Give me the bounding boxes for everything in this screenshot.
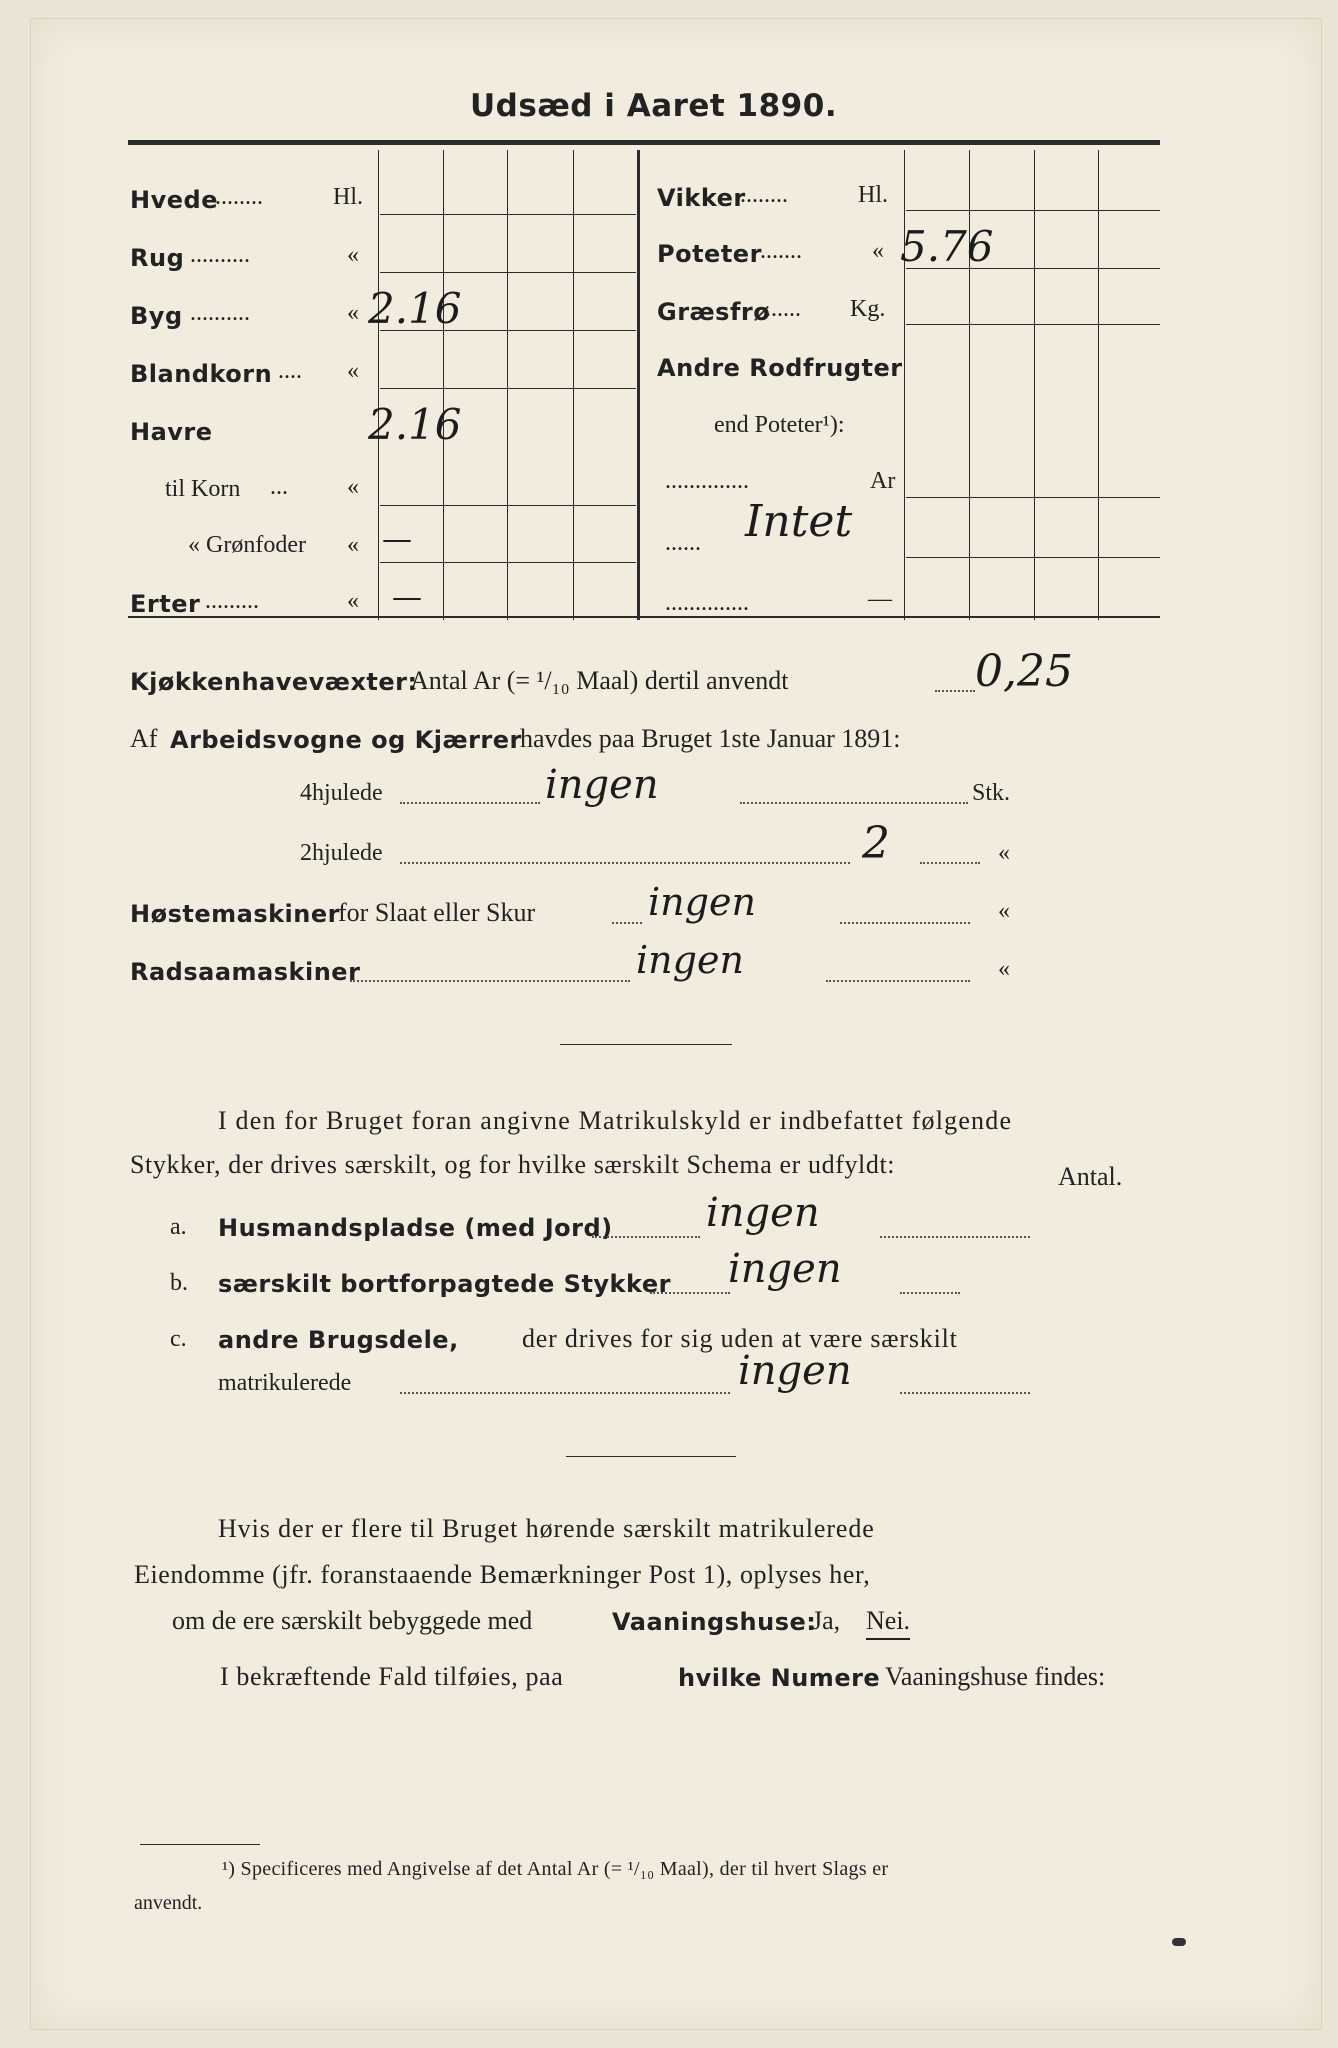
left-row-value-handwritten: 2.16 [368,400,462,449]
right-row-dots: ...... [665,530,701,556]
left-row-unit: « [347,532,359,558]
right-row-dots: .............. [665,468,749,494]
right-row-label: Vikker [657,184,746,212]
right-row-dots: ...... [765,296,801,322]
left-row-unit: « [347,242,359,268]
footnote-rule [140,1844,260,1845]
dotted-leader [900,1292,960,1294]
left-row-dots: .......... [190,300,250,326]
left-row-label: til Korn [165,476,241,502]
page-title: Udsæd i Aaret 1890. [470,88,838,124]
item-value-handwritten: ingen [728,1246,842,1292]
answer-nei-selected: Nei. [866,1606,910,1640]
grid-line [380,214,636,215]
left-row-unit: « [347,588,359,614]
kitchen-value-handwritten: 0,25 [975,646,1073,697]
item-letter: c. [170,1326,187,1352]
left-row-dots: .... [278,358,302,384]
left-row-dots: .......... [190,242,250,268]
para3-post: Vaaningshuse findes: [885,1662,1106,1691]
para2-line2: Eiendomme (jfr. foranstaaende Bemærkninger Post 1), oplyses her, [134,1560,871,1589]
left-col-divider-1 [378,150,379,620]
grid-line [906,557,1160,558]
dotted-leader [900,1392,1030,1394]
table-top-rule [128,140,1160,145]
left-row-label: Byg [130,302,183,330]
kitchen-label-bold: Kjøkkenhavevæxter: [130,668,418,696]
right-row-label: Poteter [657,240,762,268]
grid-line [906,268,1160,269]
grid-line [380,330,636,331]
section-separator [560,1044,732,1045]
left-row-label: Hvede [130,186,218,214]
dotted-leader [400,1392,730,1394]
machine-label-bold: Høstemaskiner [130,900,340,928]
right-row-unit: Kg. [850,296,886,322]
machine-unit: « [998,956,1010,982]
dotted-leader [826,980,970,982]
left-row-dots: ......... [205,588,259,614]
para1-line2: Stykker, der drives særskilt, og for hvilke særskilt Schema er udfyldt: [130,1150,896,1179]
vehicle-row-unit: « [998,840,1010,866]
para2-line3-pre: om de ere særskilt bebyggede med [172,1606,533,1635]
machine-label: for Slaat eller Skur [338,898,536,927]
left-col-divider-2 [443,150,444,620]
item-line2: matrikulerede [218,1370,352,1396]
item-label: Husmandspladse (med Jord) [218,1214,613,1242]
left-row-label: Blandkorn [130,360,273,388]
left-row-dots: ........ [215,184,263,210]
right-col-divider-2 [969,150,970,620]
right-row-unit: « [872,238,884,264]
vehicles-intro-rest: havdes paa Bruget 1ste Januar 1891: [520,724,901,753]
machine-value-handwritten: ingen [636,938,744,982]
left-row-value-handwritten: — [382,522,412,557]
grid-line [906,324,1160,325]
item-label: andre Brugsdele, [218,1326,459,1354]
vehicle-row-unit: Stk. [972,780,1011,806]
dotted-leader [650,1292,730,1294]
footnote-line1: ¹) Specificeres med Angivelse af det Antal Ar (= ¹/₁₀ Maal), der til hvert Slags er [222,1858,889,1880]
dotted-leader [880,1236,1030,1238]
vehicle-row-label: 4hjulede [300,780,383,806]
grid-line [906,210,1160,211]
grid-line [906,497,1160,498]
left-row-value-handwritten: 2.16 [368,284,462,333]
right-row-label: end Poteter¹): [714,412,845,438]
item-label: særskilt bortforpagtede Stykker [218,1270,671,1298]
machine-label-bold: Radsaamaskiner [130,958,361,986]
dotted-leader [920,862,980,864]
grid-line [380,505,636,506]
center-divider [637,150,640,620]
right-col-divider-3 [1034,150,1035,620]
right-col-divider-1 [904,150,905,620]
para3-pre: I bekræftende Fald tilføies, paa [220,1662,564,1691]
item-value-handwritten: ingen [706,1190,820,1236]
vehicles-intro-plain: Af [130,724,158,753]
right-col-divider-4 [1098,150,1099,620]
item-letter: a. [170,1214,187,1240]
left-row-label: « Grønfoder [188,532,306,558]
left-row-label: Rug [130,244,185,272]
table-bottom-rule [128,616,1160,618]
dotted-leader [350,980,630,982]
left-row-unit: « [347,358,359,384]
antal-heading: Antal. [1058,1162,1123,1191]
left-row-label: Havre [130,418,213,446]
right-row-unit: Hl. [858,182,888,208]
left-row-unit: Hl. [333,184,363,210]
answer-ja: Ja, [812,1606,841,1635]
vehicle-row-label: 2hjulede [300,840,383,866]
left-row-unit: « [347,300,359,326]
dotted-leader [400,802,540,804]
kitchen-label: Antal Ar (= ¹/₁₀ Maal) dertil anvendt [410,666,789,695]
footnote-line2: anvendt. [134,1892,203,1914]
vehicle-row-value-handwritten: ingen [545,762,659,808]
right-row-dots: ........ [740,182,788,208]
item-label-rest: der drives for sig uden at være særskilt [522,1324,958,1353]
left-row-label: Erter [130,590,201,618]
right-row-dots: ....... [760,238,802,264]
right-row-unit: Ar [870,468,896,494]
item-value-handwritten: ingen [738,1348,852,1394]
grid-line [380,562,636,563]
right-row-label: Græsfrø [657,298,771,326]
left-row-value-handwritten: — [392,580,422,615]
dotted-leader [612,922,642,924]
vehicles-intro-bold: Arbeidsvogne og Kjærrer [170,726,522,754]
left-col-divider-3 [507,150,508,620]
right-row-label: Andre Rodfrugter [657,354,903,382]
ink-mark [1172,1938,1186,1946]
left-col-divider-4 [573,150,574,620]
dotted-leader [400,862,850,864]
para1-line1: I den for Bruget foran angivne Matrikulskyld er indbefattet følgende [218,1106,1013,1135]
dotted-leader [935,690,975,692]
grid-line [380,388,636,389]
left-row-dots: ... [270,474,288,500]
dotted-leader [592,1236,700,1238]
vehicle-row-value-handwritten: 2 [862,818,890,869]
item-letter: b. [170,1270,188,1296]
dotted-leader [740,802,968,804]
para2-line1: Hvis der er flere til Bruget hørende særskilt matrikulerede [218,1514,875,1543]
para3-bold: hvilke Numere [678,1664,881,1692]
right-row-value: — [868,586,892,612]
para2-line3-bold: Vaaningshuse: [612,1608,817,1636]
right-row-dots: .............. [665,590,749,616]
right-row-value-handwritten: 5.76 [900,222,994,271]
right-row-value-handwritten: Intet [745,496,853,547]
machine-value-handwritten: ingen [648,880,756,924]
dotted-leader [840,922,970,924]
machine-unit: « [998,898,1010,924]
left-row-unit: « [347,474,359,500]
grid-line [380,272,636,273]
section-separator [566,1456,736,1457]
